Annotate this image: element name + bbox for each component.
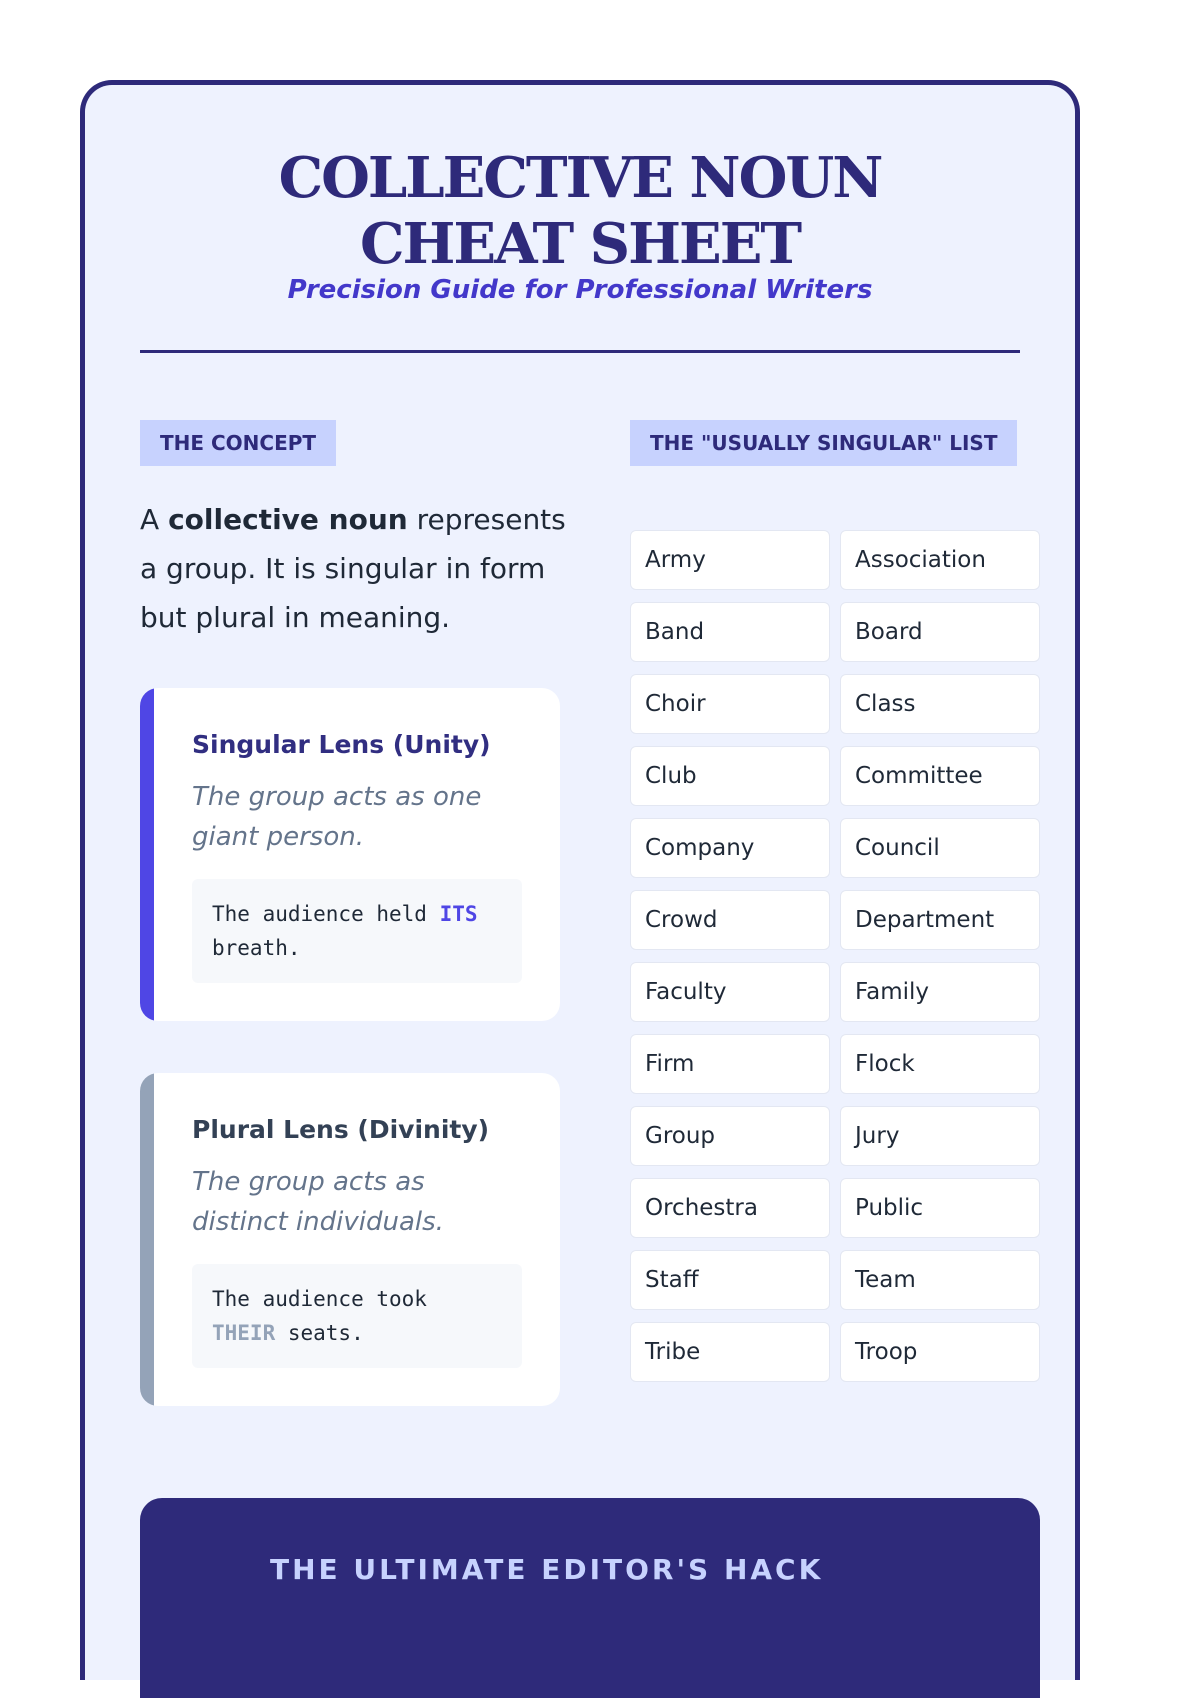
noun-cell: Band xyxy=(630,602,830,662)
noun-cell: Tribe xyxy=(630,1322,830,1382)
noun-cell: Firm xyxy=(630,1034,830,1094)
editor-hack-title: THE ULTIMATE EDITOR'S HACK xyxy=(270,1553,824,1586)
singular-example-keyword: ITS xyxy=(439,902,478,926)
singular-lens-accent-bar xyxy=(140,688,154,1021)
concept-text-prefix: A xyxy=(140,503,169,536)
singular-example-before: The audience held xyxy=(212,902,440,926)
plural-example-keyword: THEIR xyxy=(212,1321,276,1345)
noun-cell: Public xyxy=(840,1178,1040,1238)
noun-cell: Faculty xyxy=(630,962,830,1022)
noun-cell: Committee xyxy=(840,746,1040,806)
plural-lens-card xyxy=(140,1073,560,1406)
noun-cell: Club xyxy=(630,746,830,806)
singular-noun-grid xyxy=(630,530,1040,1382)
page-subtitle: Precision Guide for Professional Writers xyxy=(287,275,873,305)
noun-cell: Orchestra xyxy=(630,1178,830,1238)
noun-cell: Troop xyxy=(840,1322,1040,1382)
page-title: COLLECTIVE NOUN CHEAT SHEET xyxy=(278,145,882,277)
singular-lens-example xyxy=(192,879,522,983)
concept-text-suffix: represents a group. It is singular in form but plural in meaning. xyxy=(140,503,566,634)
concept-definition xyxy=(140,495,570,642)
noun-cell: Crowd xyxy=(630,890,830,950)
noun-cell: Company xyxy=(630,818,830,878)
noun-cell: Association xyxy=(840,530,1040,590)
noun-cell: Staff xyxy=(630,1250,830,1310)
singular-lens-title: Singular Lens (Unity) xyxy=(192,730,491,759)
editor-hack-panel xyxy=(140,1498,1040,1698)
plural-example-before: The audience took xyxy=(212,1287,427,1311)
concept-text-term: collective noun xyxy=(168,503,408,536)
noun-cell: Flock xyxy=(840,1034,1040,1094)
cheat-sheet-card xyxy=(80,80,1080,1680)
concept-label: THE CONCEPT xyxy=(140,420,336,466)
singular-list-label: THE "USUALLY SINGULAR" LIST xyxy=(630,420,1017,466)
plural-example-after: seats. xyxy=(275,1321,364,1345)
noun-cell: Department xyxy=(840,890,1040,950)
plural-lens-accent-bar xyxy=(140,1073,154,1406)
noun-cell: Jury xyxy=(840,1106,1040,1166)
header-divider xyxy=(140,350,1020,353)
noun-cell: Board xyxy=(840,602,1040,662)
singular-lens-card xyxy=(140,688,560,1021)
noun-cell: Council xyxy=(840,818,1040,878)
noun-cell: Class xyxy=(840,674,1040,734)
plural-lens-description: The group acts as distinct individuals. xyxy=(192,1167,444,1237)
noun-cell: Choir xyxy=(630,674,830,734)
noun-cell: Group xyxy=(630,1106,830,1166)
noun-cell: Team xyxy=(840,1250,1040,1310)
singular-example-after: breath. xyxy=(212,936,301,960)
noun-cell: Army xyxy=(630,530,830,590)
plural-lens-example xyxy=(192,1264,522,1368)
plural-lens-title: Plural Lens (Divinity) xyxy=(192,1115,490,1144)
noun-cell: Family xyxy=(840,962,1040,1022)
singular-lens-description: The group acts as one giant person. xyxy=(192,782,482,852)
